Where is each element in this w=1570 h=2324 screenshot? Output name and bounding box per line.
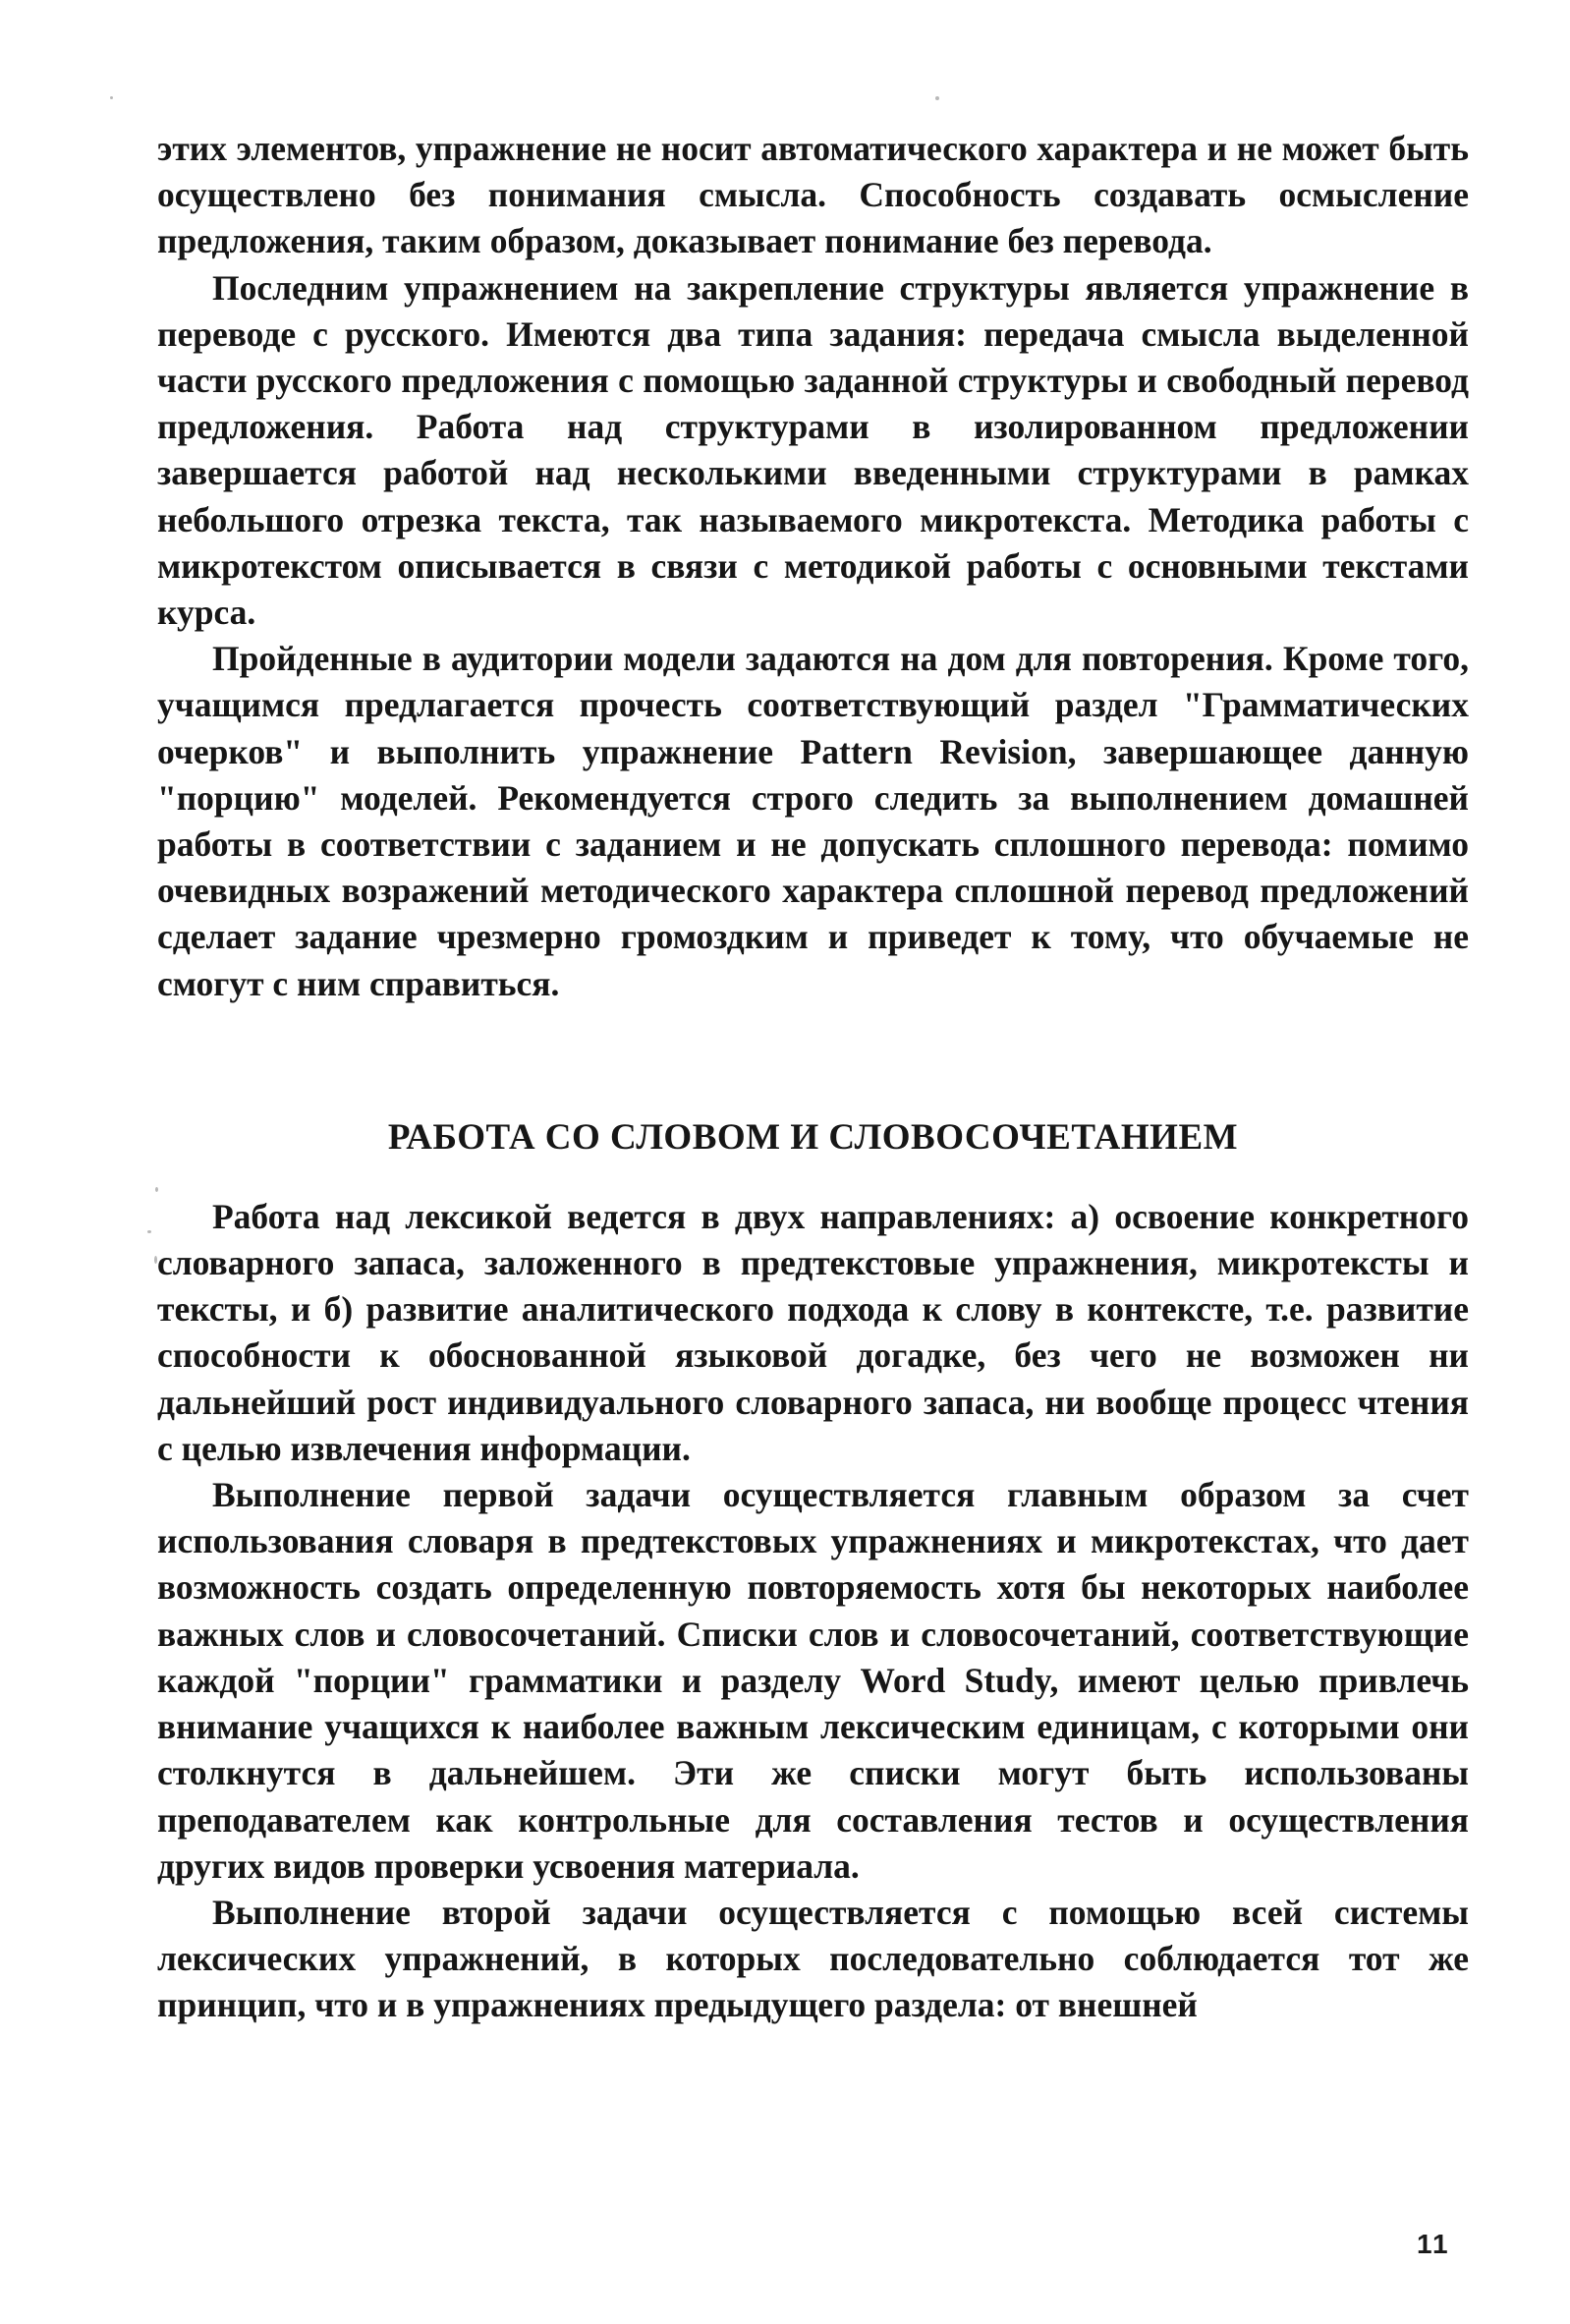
scan-speck xyxy=(110,96,113,99)
paragraph-homework: Пройденные в аудитории модели задаются на дом для повторения. Кроме того, учащимся предлагается прочесть соответствующий раздел "Грамматических очерков" и выполнить упражнение Pattern Revision, завершающее данную "порцию" моделей. Рекомендуется строго следить за выполнением домашней работы в соответствии с заданием и не допускать сплошного перевода: помимо очевидных возражений методического характера сплошной перевод предложений сделает задание чрезмерно громоздким и приведет к тому, что обучаемые не смогут с ним справиться. xyxy=(157,639,1469,1003)
paragraph-continuation: этих элементов, упражнение не носит автоматического характера и не может быть осуществлено без понимания смысла. Способность создавать осмысление предложения, таким образом, доказывает понимание без перевода. xyxy=(157,129,1469,261)
scan-speck xyxy=(147,1230,151,1233)
page-body xyxy=(157,126,1469,2029)
scan-speck xyxy=(154,1256,157,1264)
scan-speck xyxy=(935,96,939,100)
paragraph-second-task: Выполнение второй задачи осуществляется с помощью всей системы лексических упражнений, в которых последовательно соблюдается тот же принцип, что и в упражнениях предыдущего раздела: от внешней xyxy=(157,1892,1469,2025)
paragraph-translation-exercise: Последним упражнением на закрепление структуры является упражнение в переводе с русского. Имеются два типа задания: передача смысла выделенной части русского предложения с помощью заданной структуры и свободный перевод предложения. Работа над структурами в изолированном предложении завершается работой над несколькими введенными структурами в рамках небольшого отрезка текста, так называемого микротекста. Методика работы с микротекстом описывается в связи с методикой работы с основными текстами курса. xyxy=(157,267,1469,633)
paragraph-lexis-directions: Работа над лексикой ведется в двух направлениях: а) освоение конкретного словарного запаса, заложенного в предтекстовые упражнения, микротексты и тексты, и б) развитие аналитического подхода к слову в контексте, т.е. развитие способности к обоснованной языковой догадке, без чего не возможен ни дальнейший рост индивидуального словарного запаса, ни вообще процесс чтения с целью извлечения информации. xyxy=(157,1196,1469,1468)
page-number: 11 xyxy=(1417,2229,1450,2259)
scan-speck xyxy=(155,1187,158,1192)
section-heading: РАБОТА СО СЛОВОМ И СЛОВОСОЧЕТАНИЕМ xyxy=(387,1116,1239,1158)
paragraph-first-task: Выполнение первой задачи осуществляется главным образом за счет использования словаря в предтекстовых упражнениях и микротекстах, что дает возможность создать определенную повторяемость хотя бы некоторых наиболее важных слов и словосочетаний. Списки слов и словосочетаний, соответствующие каждой "порции" грамматики и разделу Word Study, имеют целью привлечь внимание учащихся к наиболее важным лексическим единицам, с которыми они столкнутся в дальнейшем. Эти же списки могут быть использованы преподавателем как контрольные для составления тестов и осуществления других видов проверки усвоения материала. xyxy=(157,1475,1469,1886)
